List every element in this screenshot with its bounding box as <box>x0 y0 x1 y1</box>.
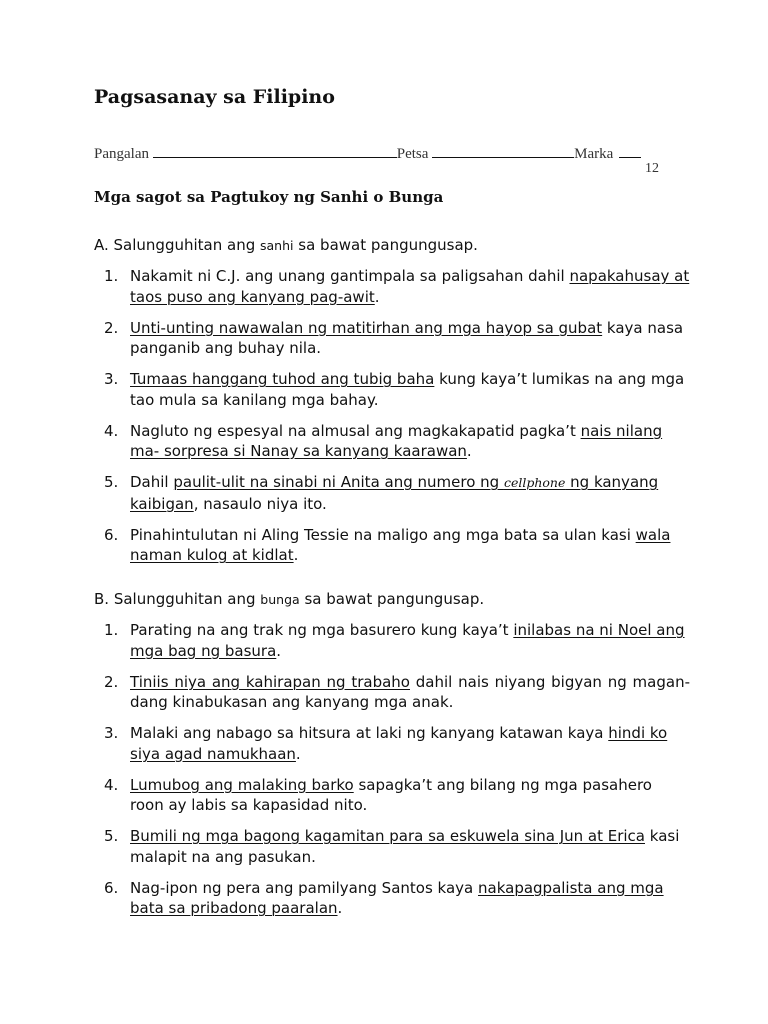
underlined-answer: Lumubog ang malaking barko <box>130 775 354 794</box>
item-sentence <box>130 472 690 514</box>
item-number: 4. <box>104 421 119 440</box>
underlined-answer: ng kanyang kaibigan <box>130 473 659 513</box>
sentence-text: kasi malapit na ang pasukan. <box>130 827 680 866</box>
underlined-answer: Tiniis niya ang kahirapan ng trabaho <box>130 672 410 691</box>
underlined-answer: Unti-unting nawawalan ng matitirhan ang mga hayop sa gubat <box>130 318 603 337</box>
underlined-answer: Tumaas hanggang tuhod ang tubig baha <box>130 370 435 388</box>
sentence-text: . <box>276 641 282 660</box>
list-item <box>104 266 690 307</box>
sentence-text: dahil nais niyang bigyan ng magan- dang kinabukasan ang kanyang mga anak. <box>130 672 690 711</box>
name-blank-line <box>153 143 397 158</box>
section-a-prefix: A. Salungguhitan ang <box>94 236 260 254</box>
list-item <box>104 723 690 764</box>
student-info-row <box>94 143 641 163</box>
list-item <box>104 472 690 514</box>
date-label: Petsa <box>396 146 429 162</box>
item-sentence <box>130 620 690 661</box>
sentence-text: . <box>295 744 301 763</box>
section-b-keyword: bunga <box>260 592 300 607</box>
list-item <box>104 672 690 713</box>
item-number: 1. <box>104 267 119 285</box>
item-number: 6. <box>104 525 119 544</box>
item-sentence <box>130 318 690 359</box>
list-item <box>104 369 690 410</box>
sentence-text: Dahil <box>130 473 174 491</box>
item-sentence <box>130 775 690 816</box>
underlined-answer: wala naman kulog at kidlat <box>130 525 671 564</box>
name-label: Pangalan <box>94 146 149 162</box>
list-item <box>104 318 690 359</box>
underlined-answer: paulit-ulit na sinabi ni Anita ang numero ng <box>173 473 504 491</box>
item-sentence <box>130 672 690 713</box>
item-number: 1. <box>104 621 119 639</box>
section-a-suffix: sa bawat pangungusap. <box>293 236 478 254</box>
date-blank-line <box>432 143 574 158</box>
item-number: 2. <box>104 672 119 691</box>
item-sentence <box>130 723 690 764</box>
list-item <box>104 421 690 462</box>
item-sentence <box>130 826 690 867</box>
sentence-text: . <box>337 899 343 917</box>
section-b-prefix: B. Salungguhitan ang <box>94 590 261 608</box>
sentence-text: . <box>466 442 472 460</box>
sentence-text: kaya nasa panganib ang buhay nila. <box>130 318 684 357</box>
sentence-text: sapagka’t ang bilang ng mga pasahero roon ay labis sa kapasidad nito. <box>130 775 652 814</box>
underlined-answer: Bumili ng mga bagong kagamitan para sa eskuwela sina Jun at Erica <box>130 827 645 845</box>
score-blank-line <box>619 143 641 158</box>
page-title: Pagsasanay sa Filipino <box>94 86 335 108</box>
sentence-text: Parating na ang trak ng mga basurero kung kaya’t <box>130 621 514 639</box>
sentence-text: . <box>374 287 380 306</box>
sentence-text: Pinahintulutan ni Aling Tessie na maligo ang mga bata sa ulan kasi <box>130 525 636 544</box>
sentence-text: Nag-ipon ng pera ang pamilyang Santos kaya <box>130 878 478 897</box>
list-item <box>104 620 690 661</box>
section-a-list <box>104 266 690 576</box>
section-b-list <box>104 620 690 929</box>
sentence-text: Malaki ang nabago sa hitsura at laki ng kanyang katawan kaya <box>130 724 609 742</box>
underlined-answer: nais nilang ma- sorpresa si Nanay sa kanyang kaarawan <box>130 421 663 460</box>
item-number: 3. <box>104 724 119 742</box>
sentence-text: kung kaya’t lumikas na ang mga tao mula sa kanilang mga bahay. <box>130 370 685 409</box>
section-b-suffix: sa bawat pangungusap. <box>299 590 485 608</box>
item-sentence <box>130 421 690 462</box>
sentence-text: . <box>293 546 299 564</box>
answers-subtitle: Mga sagot sa Pagtukoy ng Sanhi o Bunga <box>94 188 444 206</box>
item-sentence <box>130 369 690 410</box>
item-sentence <box>130 266 690 307</box>
list-item <box>104 878 690 919</box>
item-number: 4. <box>104 775 119 794</box>
item-number: 2. <box>104 318 119 337</box>
item-number: 5. <box>104 473 119 491</box>
underlined-answer: hindi ko siya agad namukhaan <box>130 724 668 763</box>
underlined-answer: cellphone <box>503 475 566 490</box>
underlined-answer: nakapagpalista ang mga bata sa pribadong paaralan <box>130 878 664 917</box>
sentence-text: , nasaulo niya ito. <box>193 494 327 513</box>
sentence-text: Nagluto ng espesyal na almusal ang magkakapatid pagka’t <box>130 421 581 440</box>
list-item <box>104 775 690 816</box>
section-a-keyword: sanhi <box>260 238 294 253</box>
item-number: 5. <box>104 827 119 845</box>
underlined-answer: napakahusay at taos puso ang kanyang pag-awit <box>130 267 690 306</box>
section-a-instruction <box>94 236 478 254</box>
item-sentence <box>130 525 690 566</box>
item-number: 6. <box>104 878 119 897</box>
item-sentence <box>130 878 690 919</box>
section-b-instruction <box>94 590 484 608</box>
sentence-text: Nakamit ni C.J. ang unang gantimpala sa paligsahan dahil <box>130 267 570 285</box>
score-total: 12 <box>645 161 659 176</box>
underlined-answer: inilabas na ni Noel ang mga bag ng basura <box>130 621 685 660</box>
list-item <box>104 826 690 867</box>
score-label: Marka <box>574 146 614 162</box>
item-number: 3. <box>104 370 119 388</box>
list-item <box>104 525 690 566</box>
